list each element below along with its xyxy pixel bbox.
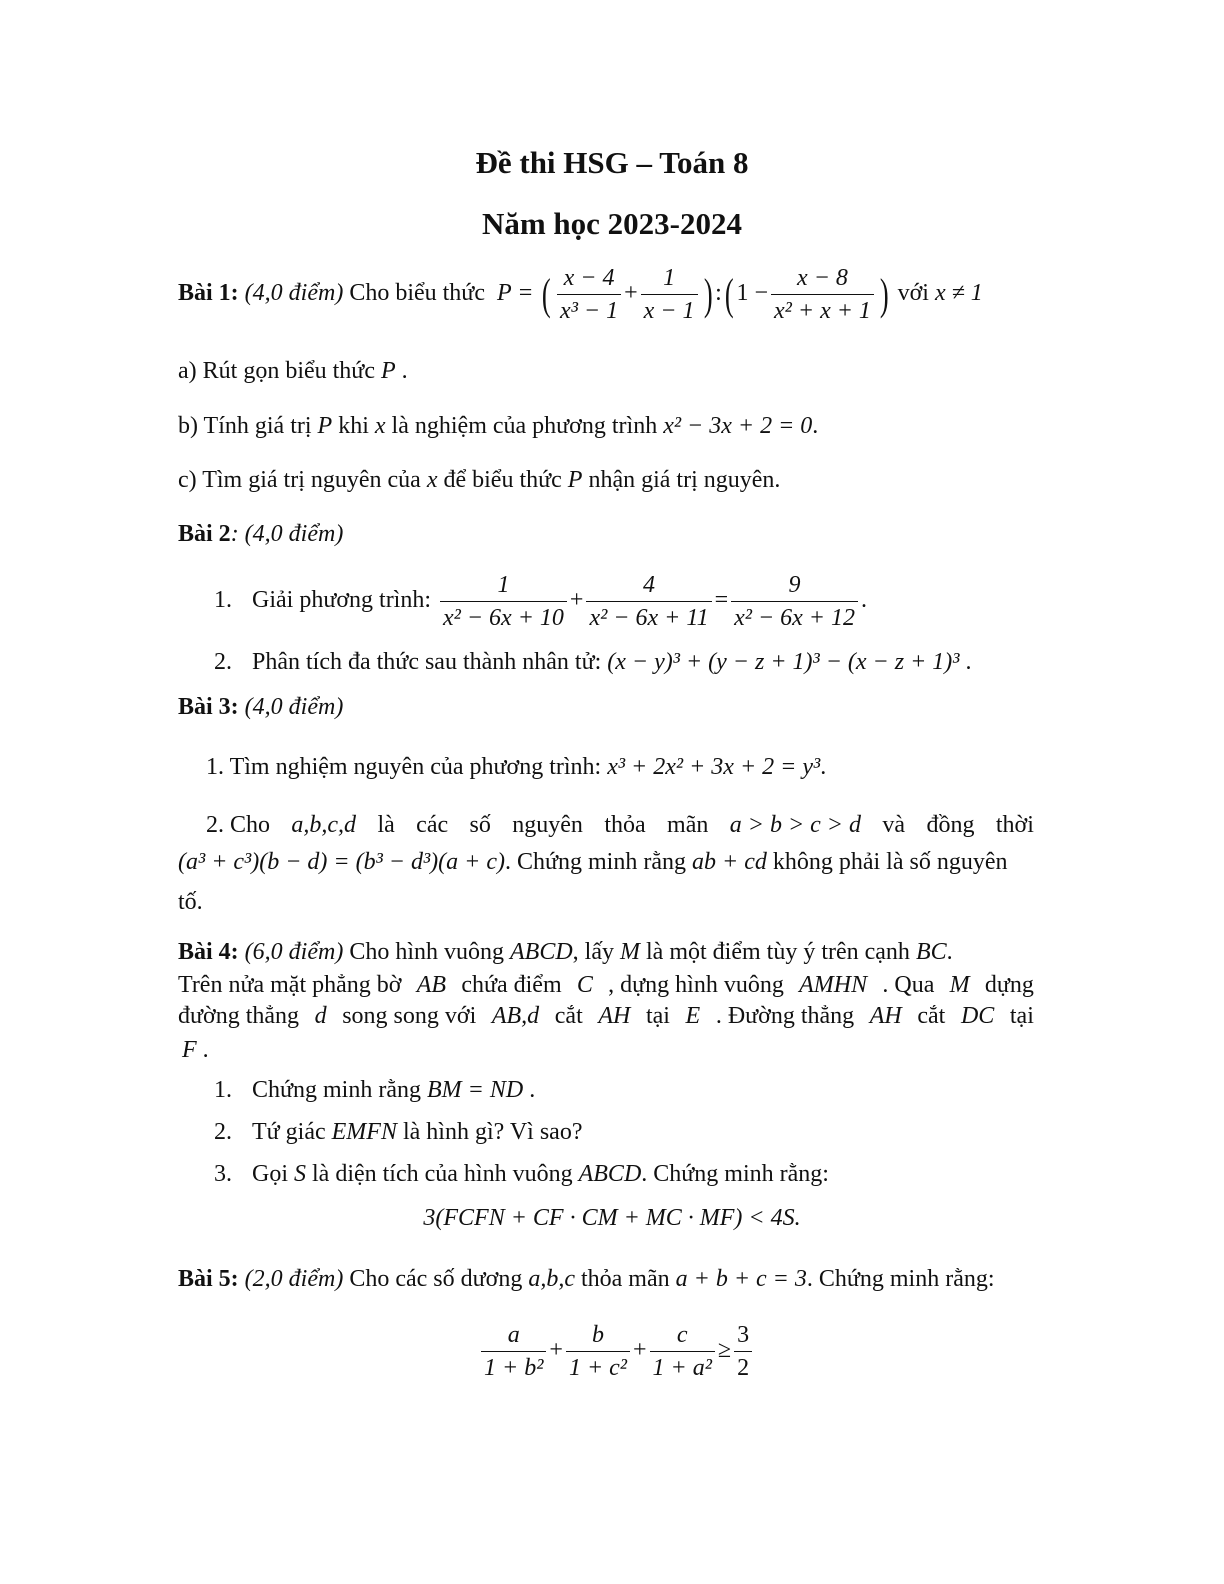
denominator: 1 + a² [652, 1355, 712, 1381]
paren-close: ) [703, 269, 713, 319]
bai1-intro: Cho biểu thức [349, 280, 485, 307]
fraction [641, 266, 698, 323]
text: là nghiệm của phương trình [391, 413, 658, 439]
word: là [377, 812, 395, 838]
item-number: 1. [214, 587, 232, 614]
denominator: x² − 6x + 11 [589, 605, 709, 631]
text: Phân tích đa thức sau thành nhân tử: [252, 649, 602, 675]
word: và [882, 812, 906, 838]
text: thỏa mãn [580, 1266, 670, 1292]
variable: EMFN [331, 1119, 397, 1145]
bai4-q3-inequality: 3(FCFN + CF · CM + MC · MF) < 4S. [423, 1205, 801, 1231]
numerator: 9 [731, 573, 858, 602]
text: chứa điểm [461, 972, 562, 998]
word: đồng [926, 812, 975, 838]
word: thời [995, 812, 1034, 838]
bai5-statement [178, 1267, 995, 1291]
denominator: x² − 6x + 12 [734, 605, 855, 631]
bai1-lhs: P = [496, 280, 534, 307]
text: đường thẳng [178, 1003, 300, 1029]
bai2-header [178, 522, 343, 546]
text: . [401, 358, 408, 384]
text: , lấy [572, 939, 614, 965]
bai4-label: Bài 4: [178, 939, 239, 965]
text: song song với [342, 1003, 477, 1029]
text: Chứng minh rằng [252, 1077, 421, 1103]
word: các [416, 812, 449, 838]
variable: AB,d [491, 1003, 540, 1029]
paren-open: ( [724, 269, 734, 319]
denominator: x³ − 1 [560, 298, 619, 324]
bai5-label: Bài 5: [178, 1266, 239, 1292]
condition-word: với [897, 280, 929, 307]
bai3-q1: 1. Tìm nghiệm nguyên của phương trình: x³ + 2x² + 3x + 2 = y³. [206, 754, 827, 780]
bai5-points: (2,0 điểm) [244, 1266, 344, 1292]
variable: ABCD [578, 1161, 642, 1187]
item-number: 1. [214, 1077, 232, 1103]
denominator: x − 1 [643, 298, 695, 324]
text: là diện tích của hình vuông [312, 1161, 573, 1187]
numerator: 4 [586, 573, 711, 602]
variable: x [426, 467, 438, 493]
fraction [586, 573, 711, 630]
geq-sign: ≥ [717, 1337, 732, 1364]
bai3-header [178, 695, 343, 719]
bai1-part-c [178, 468, 780, 492]
text: Giải phương trình: [252, 587, 432, 614]
bai4-q3 [214, 1162, 829, 1186]
variable: x [374, 413, 386, 439]
expression: (x − y)³ + (y − z + 1)³ − (x − z + 1)³ [607, 649, 960, 675]
item-number: 3. [214, 1161, 232, 1187]
numerator: 3 [734, 1323, 752, 1352]
fraction [771, 266, 874, 323]
text: b) Tính giá trị [178, 413, 312, 439]
variable: C [576, 972, 593, 998]
variables: a,b,c [528, 1266, 575, 1292]
variable: AH [869, 1003, 902, 1029]
variable: P [567, 467, 583, 493]
condition: a + b + c = 3 [675, 1266, 807, 1292]
variables: a,b,c,d [291, 812, 357, 838]
text: . Chứng minh rằng: [806, 1266, 995, 1292]
bai1-points: (4,0 điểm) [244, 280, 344, 307]
text: tại [645, 1003, 670, 1029]
variable: DC [960, 1003, 995, 1029]
numerator: 1 [641, 266, 698, 295]
fraction [481, 1323, 546, 1380]
text: nhận giá trị nguyên. [588, 467, 781, 493]
item-number: 2. [214, 1119, 232, 1145]
bai1-label: Bài 1: [178, 280, 239, 307]
text: dựng [984, 972, 1034, 998]
text: Trên nửa mặt phẳng bờ [178, 972, 402, 998]
bai2-q1: 1. Giải phương trình: $\frac{1}{\text{x² − 6x + 10}}$ + $\frac{4}{\text{x² − 6x + 11}}$ = $\frac{9}{\text{x² − 6x + 12}}$ . [214, 572, 867, 631]
bai2-points: : (4,0 điểm) [230, 521, 344, 547]
bai5-inequality: $\frac{a}{\text{1 + b²}}$ + $\frac{b}{\text{1 + c²}}$ + $\frac{c}{\text{1 + a²}}$ ≥ $\frac{3}{2}$ [478, 1323, 755, 1380]
text: 1. Tìm nghiệm nguyên của phương trình: [206, 754, 602, 780]
bai4-q1: 1. Chứng minh rằng BM = ND . [214, 1077, 536, 1103]
variable: ABCD [510, 939, 573, 965]
bai1-part-a [178, 359, 408, 383]
denominator: x² + x + 1 [774, 298, 871, 324]
fraction [650, 1323, 715, 1380]
denominator: 1 + b² [484, 1355, 544, 1381]
text: không phải là số nguyên [772, 849, 1008, 875]
word: số [469, 812, 491, 838]
variable: BC [915, 939, 947, 965]
text: , dựng hình vuông [608, 972, 784, 998]
fraction [566, 1323, 630, 1380]
bai3-q2-line2 [178, 850, 1008, 874]
inequality: a > b > c > d [729, 812, 861, 838]
word: thỏa [604, 812, 646, 838]
variable: S [294, 1161, 306, 1187]
text: . [812, 413, 819, 439]
bai1-statement: Bài 1: (4,0 điểm) Cho biểu thức P = ( $\frac{x - 4}{\text{x³ − 1}}$ + $\frac{1}{x - 1}$ ) :( 1 − $\frac{x - 8}{\text{x² + x + 1}}$ ) với x ≠ 1 [178, 265, 983, 324]
bai4-line2 [178, 973, 1034, 997]
text: tại [1009, 1003, 1034, 1029]
variable: AB [416, 972, 447, 998]
numerator: c [650, 1323, 715, 1352]
numerator: b [566, 1323, 630, 1352]
text: cắt [917, 1003, 946, 1029]
variable: d [314, 1003, 327, 1029]
numerator: a [481, 1323, 546, 1352]
variable: M [949, 972, 970, 998]
equation: BM = ND [427, 1077, 524, 1103]
variable: F [182, 1037, 197, 1063]
bai2-label: Bài 2 [178, 521, 231, 547]
page-title: Đề thi HSG – Toán 8 [475, 145, 749, 180]
paren-open: ( [542, 269, 552, 319]
word: mãn [667, 812, 709, 838]
page-subtitle: Năm học 2023-2024 [481, 206, 743, 241]
text: là một điểm tùy ý trên cạnh [646, 939, 910, 965]
text: c) Tìm giá trị nguyên của [178, 467, 421, 493]
text: Cho các số dương [349, 1266, 523, 1292]
fraction [440, 573, 567, 630]
bai4-line1 [178, 940, 953, 964]
text: . Qua [882, 972, 935, 998]
variable: P [380, 358, 396, 384]
equation: x² − 3x + 2 = 0 [663, 413, 813, 439]
divide-sign: : [715, 280, 722, 307]
fraction [557, 266, 621, 323]
text: cắt [554, 1003, 583, 1029]
variable: AMHN [799, 972, 868, 998]
text: khi [338, 413, 369, 439]
bai4-q2 [214, 1120, 583, 1144]
bai3-q2-line3: tố. [178, 889, 203, 915]
text: . Chứng minh rằng: [641, 1161, 829, 1187]
fraction [731, 573, 858, 630]
denominator: x² − 6x + 10 [443, 605, 564, 631]
text: . Đường thẳng [715, 1003, 855, 1029]
variable: E [685, 1003, 701, 1029]
bai4-points: (6,0 điểm) [244, 939, 344, 965]
bai3-q2-line1 [206, 813, 1034, 837]
bai4-line3 [178, 1004, 1034, 1028]
text: Gọi [252, 1161, 288, 1187]
one-minus: 1 − [736, 280, 769, 307]
bai1-part-b [178, 414, 818, 438]
text: . [946, 939, 953, 965]
paren-close: ) [879, 269, 889, 319]
text: để biểu thức [443, 467, 562, 493]
word: nguyên [512, 812, 583, 838]
bai3-points: (4,0 điểm) [244, 694, 344, 720]
bai3-label: Bài 3: [178, 694, 239, 720]
text: Tứ giác [252, 1119, 326, 1145]
text: a) Rút gọn biểu thức [178, 358, 375, 384]
numerator: x − 4 [557, 266, 621, 295]
equation: (a³ + c³)(b − d) = (b³ − d³)(a + c) [178, 849, 505, 875]
bai4-line4: F . [182, 1037, 209, 1063]
text: là hình gì? Vì sao? [402, 1119, 583, 1145]
bai2-q2: 2. Phân tích đa thức sau thành nhân tử: (x − y)³ + (y − z + 1)³ − (x − z + 1)³ . [214, 649, 972, 675]
numerator: 1 [440, 573, 567, 602]
denominator: 1 + c² [568, 1355, 627, 1381]
variable: P [317, 413, 333, 439]
variable: M [620, 939, 640, 965]
text: . Chứng minh rằng [505, 849, 686, 875]
fraction [734, 1323, 752, 1380]
equation: x³ + 2x² + 3x + 2 = y³ [607, 754, 821, 780]
word: 2. Cho [206, 812, 271, 838]
variable: AH [598, 1003, 631, 1029]
numerator: x − 8 [771, 266, 874, 295]
item-number: 2. [214, 649, 232, 675]
expression: ab + cd [692, 849, 767, 875]
text: Cho hình vuông [349, 939, 504, 965]
condition: x ≠ 1 [934, 280, 983, 307]
denominator: 2 [737, 1355, 750, 1381]
